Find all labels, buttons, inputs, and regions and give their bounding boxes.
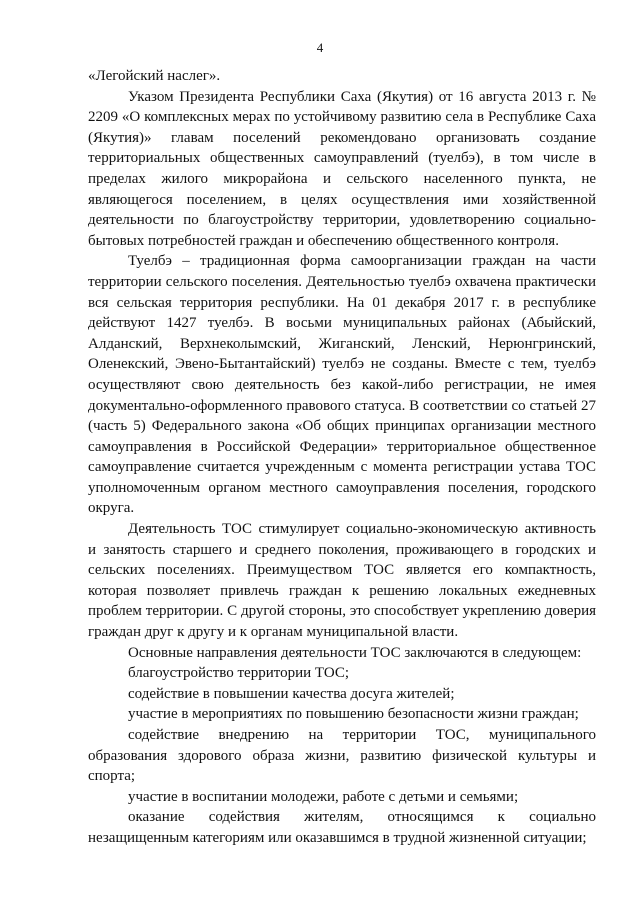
list-item: участие в мероприятиях по повышению безопасности жизни граждан; bbox=[128, 706, 579, 723]
list-item: содействие внедрению на территории ТОС, муниципального образования здорового образа жизни, развитию физической культуры и спорта; bbox=[88, 727, 596, 785]
list-item: благоустройство территории ТОС; bbox=[128, 665, 350, 682]
paragraph-continuation: «Легойский наслег». bbox=[88, 68, 221, 84]
paragraph-tos-activity: Деятельность ТОС стимулирует социально-экономическую активность и занятость старшего и среднего поколения, проживающего в городских и сельских поселениях. Преимуществом ТОС является его компактность, которая позволяет привлечь граждан к решению локальных ежедневных проблем территории. С другой стороны, это способствует укреплению доверия граждан друг к другу и к органам муниципальной власти. bbox=[88, 521, 596, 641]
list-item: содействие в повышении качества досуга жителей; bbox=[128, 685, 455, 702]
paragraph-tuelbe-definition: Туелбэ – традиционная форма самоорганизации граждан на части территории сельского поселения. Деятельностью туелбэ охвачена практически вся сельская территория республики. На 01 декабря 2017 г. в республике действуют 1427 туелбэ. В восьми муниципальных районах (Абыйский, Алданский, Верхнеколымский, Жиганский, Ленский, Нерюнгринский, Оленекский, Эвено-Бытантайский) туелбэ не созданы. Вместе с тем, туелбэ осуществляют свою деятельность без какой-либо регистрации, не имея документально-оформленного правового статуса. В соответствии со статьей 27 (часть 5) Федерального закона «Об общих принципах организации местного самоуправления в Российской Федерации» территориальное общественное самоуправление считается учрежденным с момента регистрации устава ТОС уполномоченным органом местного самоуправления поселения, городского округа. bbox=[88, 253, 596, 517]
document-body bbox=[88, 66, 596, 849]
paragraph-presidential-decree: Указом Президента Республики Саха (Якутия) от 16 августа 2013 г. № 2209 «О комплексных мерах по устойчивому развитию села в Республике Саха (Якутия)» главам поселений рекомендовано организовать создание территориальных общественных самоуправлений (туелбэ), в том числе в пределах жилого микрорайона и сельского населенного пункта, не являющегося поселением, в целях осуществления ими хозяйственной деятельности по благоустройству территории, удовлетворению социально-бытовых потребностей граждан и обеспечению общественного контроля. bbox=[88, 88, 596, 249]
paragraph-main-directions-intro: Основные направления деятельности ТОС заключаются в следующем: bbox=[128, 644, 582, 661]
list-item: участие в воспитании молодежи, работе с детьми и семьями; bbox=[128, 788, 519, 805]
page-number: 4 bbox=[316, 40, 324, 55]
list-item: оказание содействия жителям, относящимся к социально незащищенным категориям или оказавшимся в трудной жизненной ситуации; bbox=[88, 809, 596, 846]
